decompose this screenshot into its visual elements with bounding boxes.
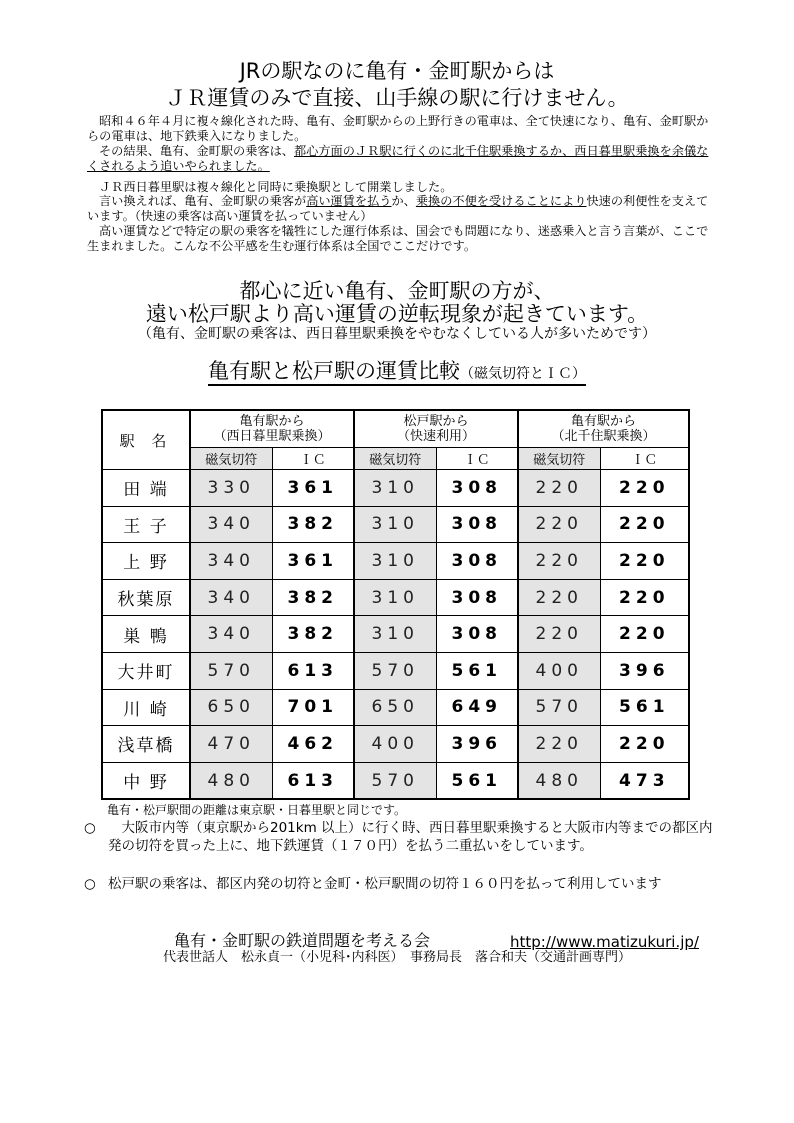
- fare-cell-ic: 220: [600, 579, 689, 616]
- fare-cell-ic: 308: [436, 470, 518, 507]
- station-cell: 秋葉原: [102, 579, 190, 616]
- table-row: [102, 470, 689, 507]
- fare-cell-magnetic: 570: [354, 652, 436, 689]
- bullet-item: [84, 819, 720, 855]
- fare-cell-magnetic: 330: [190, 470, 272, 507]
- table-title: [0, 357, 794, 388]
- fare-cell-ic: 613: [272, 762, 354, 799]
- table-row: [102, 543, 689, 580]
- circle-bullet-icon: ○: [84, 820, 96, 836]
- fare-cell-magnetic: 470: [190, 726, 272, 763]
- fare-cell-magnetic: 650: [354, 689, 436, 726]
- fare-cell-ic: 361: [272, 543, 354, 580]
- fare-cell-magnetic: 340: [190, 543, 272, 580]
- fare-cell-magnetic: 310: [354, 616, 436, 653]
- fare-cell-magnetic: 650: [190, 689, 272, 726]
- fare-cell-magnetic: 340: [190, 579, 272, 616]
- station-cell: 浅草橋: [102, 726, 190, 763]
- website-link[interactable]: http://www.matizukuri.jp/: [510, 933, 699, 951]
- group-header-line1: 亀有駅から: [239, 414, 305, 429]
- fare-cell-ic: 701: [272, 689, 354, 726]
- fare-cell-ic: 561: [600, 689, 689, 726]
- paragraph-5: 高い運賃などで特定の駅の乗客を犠牲にした運行体系は、国会でも問題になり、迷惑乗入と言う言葉が、ここで生まれました。こんな不公平感を生む運行体系は全国でここだけです。: [87, 224, 709, 253]
- organization-name: 亀有・金町駅の鉄道問題を考える会: [174, 931, 431, 950]
- table-row: [102, 726, 689, 763]
- table-row: [102, 689, 689, 726]
- group-header-line2: （北千住駅乗換）: [551, 429, 656, 444]
- fare-cell-ic: 473: [600, 762, 689, 799]
- headline-line-1: 都心に近い亀有、金町駅の方が、: [239, 279, 555, 303]
- table-title-sub: （磁気切符とＩＣ）: [460, 366, 586, 382]
- representatives-line: 代表世話人 松永貞一（小児科･内科医） 事務局長 落合和夫（交通計画専門）: [163, 950, 632, 965]
- fare-cell-magnetic: 220: [518, 579, 600, 616]
- title-line-1: JRの駅なのに亀有・金町駅からは: [239, 59, 555, 83]
- title-line-2: ＪＲ運賃のみで直接、山手線の駅に行けません。: [165, 86, 629, 110]
- table-footnote: 亀有・松戸駅間の距離は東京駅・日暮里駅と同じです。: [107, 803, 407, 817]
- subheader-ic: ＩＣ: [436, 448, 518, 470]
- fare-cell-ic: 308: [436, 506, 518, 543]
- station-cell: 中 野: [102, 762, 190, 799]
- fare-cell-magnetic: 570: [518, 689, 600, 726]
- subheader-magnetic: 磁気切符: [354, 448, 436, 470]
- paragraph-1: 昭和４６年４月に複々線化された時、亀有、金町駅からの上野行きの電車は、全て快速になり、亀有、金町駅からの電車は、地下鉄乗入になりました。: [87, 114, 709, 143]
- fare-cell-ic: 396: [436, 726, 518, 763]
- fare-cell-magnetic: 400: [354, 726, 436, 763]
- fare-cell-magnetic: 220: [518, 470, 600, 507]
- table-title-main: 亀有駅と松戸駅の運賃比較: [208, 359, 460, 383]
- fare-cell-ic: 220: [600, 726, 689, 763]
- paragraph-4-text-e: 快速の利便性を支えています。（快速の乗客は高い運賃を払っていません）: [87, 194, 709, 223]
- fare-cell-ic: 382: [272, 579, 354, 616]
- paragraph-2-text: その結果、亀有、金町駅の乗客は、: [99, 144, 294, 158]
- fare-cell-magnetic: 310: [354, 470, 436, 507]
- fare-cell-magnetic: 220: [518, 616, 600, 653]
- fare-cell-magnetic: 340: [190, 506, 272, 543]
- paragraph-4-underlined-a: 高い運賃を払う: [306, 194, 392, 208]
- table-row: [102, 762, 689, 799]
- fare-cell-magnetic: 340: [190, 616, 272, 653]
- table-row: [102, 616, 689, 653]
- fare-cell-ic: 308: [436, 543, 518, 580]
- fare-cell-ic: 220: [600, 470, 689, 507]
- circle-bullet-icon: ○: [84, 876, 96, 892]
- station-cell: 川 崎: [102, 689, 190, 726]
- fare-cell-ic: 561: [436, 652, 518, 689]
- fare-cell-magnetic: 570: [190, 652, 272, 689]
- subheader-magnetic: 磁気切符: [518, 448, 600, 470]
- paragraph-2: [87, 144, 715, 174]
- group-header-line1: 亀有駅から: [571, 414, 637, 429]
- paragraph-4-text-a: 言い換えれば、亀有、金町駅の乗客が: [99, 194, 307, 208]
- headline-line-2: 遠い松戸駅より高い運賃の逆転現象が起きています。: [145, 302, 649, 326]
- fare-cell-magnetic: 570: [354, 762, 436, 799]
- headline-note: （亀有、金町駅の乗客は、西日暮里駅乗換をやむなくしている人が多いためです）: [138, 326, 656, 342]
- paragraph-3: ＪＲ西日暮里駅は複々線化と同時に乗換駅として開業しました。: [99, 180, 453, 194]
- fare-cell-magnetic: 480: [518, 762, 600, 799]
- table-row: [102, 506, 689, 543]
- fare-cell-ic: 361: [272, 470, 354, 507]
- fare-cell-ic: 220: [600, 616, 689, 653]
- bullet-text: 大阪市内等（東京駅から201km 以上）に行く時、西日暮里駅乗換すると大阪市内等までの都区内発の切符を買った上に、地下鉄運賃（１７０円）を払う二重払いをしています。: [108, 820, 713, 854]
- fare-cell-magnetic: 220: [518, 726, 600, 763]
- station-name-header: 駅 名: [102, 410, 190, 470]
- table-row: [102, 652, 689, 689]
- paragraph-4-underlined-b: 乗換の不便を受けることにより: [415, 194, 587, 208]
- fare-cell-ic: 220: [600, 543, 689, 580]
- group-header-line2: （快速利用）: [397, 429, 476, 444]
- subheader-ic: ＩＣ: [600, 448, 689, 470]
- fare-cell-ic: 308: [436, 579, 518, 616]
- fare-cell-ic: 382: [272, 616, 354, 653]
- station-cell: 巣 鴨: [102, 616, 190, 653]
- fare-cell-magnetic: 220: [518, 506, 600, 543]
- group-header-line1: 松戸駅から: [403, 414, 469, 429]
- fare-cell-ic: 382: [272, 506, 354, 543]
- group-header-line2: （西日暮里駅乗換）: [213, 429, 331, 444]
- group-header-kameari-kitasenju: [518, 410, 689, 448]
- fare-cell-ic: 561: [436, 762, 518, 799]
- fare-cell-ic: 462: [272, 726, 354, 763]
- station-cell: 田 端: [102, 470, 190, 507]
- fare-cell-ic: 220: [600, 506, 689, 543]
- bullet-item: [84, 875, 720, 893]
- bullet-text: 松戸駅の乗客は、都区内発の切符と金町・松戸駅間の切符１６０円を払って利用しています: [108, 876, 662, 892]
- fare-cell-magnetic: 220: [518, 543, 600, 580]
- fare-cell-magnetic: 310: [354, 543, 436, 580]
- fare-cell-magnetic: 310: [354, 506, 436, 543]
- table-row: [102, 579, 689, 616]
- fare-cell-ic: 613: [272, 652, 354, 689]
- fare-cell-ic: 649: [436, 689, 518, 726]
- group-header-kameari-nishinippori: [190, 410, 354, 448]
- table-title-underline: [208, 359, 586, 386]
- paragraph-4-text-c: か、: [391, 194, 416, 208]
- paragraph-2-underlined: 都心方面のＪＲ駅に行くのに北千住駅乗換するか、西日暮里駅乗換を余儀なくされるよう追いやられました。: [87, 144, 709, 173]
- fare-comparison-table: [101, 409, 690, 800]
- fare-cell-ic: 308: [436, 616, 518, 653]
- fare-cell-magnetic: 310: [354, 579, 436, 616]
- group-header-matsudo-rapid: [354, 410, 518, 448]
- paragraph-4: [87, 194, 715, 224]
- subheader-magnetic: 磁気切符: [190, 448, 272, 470]
- station-cell: 大井町: [102, 652, 190, 689]
- station-cell: 王 子: [102, 506, 190, 543]
- fare-cell-ic: 396: [600, 652, 689, 689]
- station-cell: 上 野: [102, 543, 190, 580]
- fare-cell-magnetic: 480: [190, 762, 272, 799]
- subheader-ic: ＩＣ: [272, 448, 354, 470]
- fare-cell-magnetic: 400: [518, 652, 600, 689]
